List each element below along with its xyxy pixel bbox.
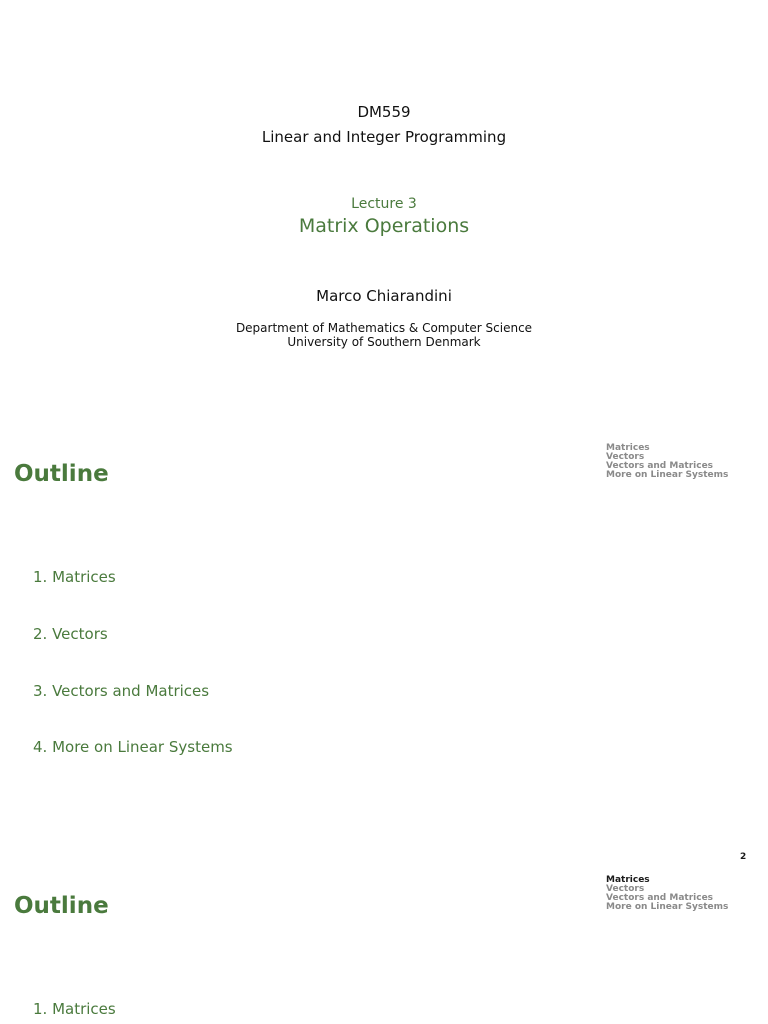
outline-heading: Outline bbox=[14, 461, 109, 487]
outline-heading: Outline bbox=[14, 893, 109, 919]
nav-item-more-on-linear-systems[interactable]: More on Linear Systems bbox=[606, 902, 729, 912]
outline-item[interactable]: 1. Matrices bbox=[33, 1000, 116, 1018]
outline-item[interactable]: 4. More on Linear Systems bbox=[33, 738, 233, 756]
course-name: Linear and Integer Programming bbox=[261, 128, 507, 146]
page-number: 2 bbox=[740, 852, 747, 862]
author-name: Marco Chiarandini bbox=[316, 287, 452, 305]
nav-item-vectors[interactable]: Vectors bbox=[606, 452, 645, 462]
section-navigation bbox=[606, 444, 728, 480]
nav-item-matrices[interactable]: Matrices bbox=[606, 443, 650, 453]
nav-item-vectors-and-matrices[interactable]: Vectors and Matrices bbox=[606, 461, 714, 471]
department: Department of Mathematics & Computer Science bbox=[235, 321, 533, 335]
outline-item[interactable]: 2. Vectors bbox=[33, 625, 108, 643]
course-code: DM559 bbox=[357, 103, 411, 121]
outline-item[interactable]: 1. Matrices bbox=[33, 568, 116, 586]
lecture-label: Lecture 3 bbox=[351, 196, 417, 212]
nav-item-vectors-and-matrices[interactable]: Vectors and Matrices bbox=[606, 893, 714, 903]
outline-item[interactable]: 3. Vectors and Matrices bbox=[33, 682, 210, 700]
presentation-title: Matrix Operations bbox=[298, 215, 470, 237]
section-navigation bbox=[606, 876, 728, 912]
university: University of Southern Denmark bbox=[287, 335, 481, 349]
nav-item-more-on-linear-systems[interactable]: More on Linear Systems bbox=[606, 470, 729, 480]
nav-item-matrices-active[interactable]: Matrices bbox=[606, 875, 650, 885]
nav-item-vectors[interactable]: Vectors bbox=[606, 884, 645, 894]
